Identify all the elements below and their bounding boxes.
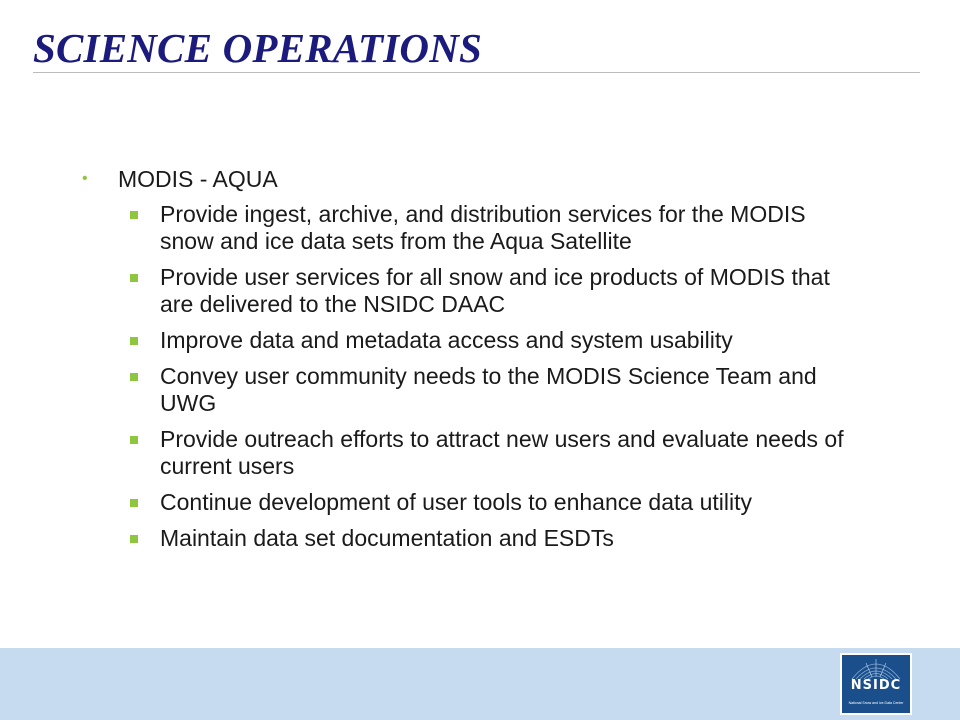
sub-bullet-list — [130, 201, 882, 552]
list-item-text: Provide outreach efforts to attract new users and evaluate needs of current users — [160, 426, 844, 479]
bullet-dot-icon: • — [82, 170, 88, 187]
list-item-text: Provide ingest, archive, and distribution services for the MODIS snow and ice data sets from the Aqua Satellite — [160, 201, 806, 254]
list-item-text: Convey user community needs to the MODIS Science Team and UWG — [160, 363, 817, 416]
footer-band — [0, 648, 960, 720]
square-bullet-icon — [130, 535, 138, 543]
square-bullet-icon — [130, 211, 138, 219]
list-item-text: Provide user services for all snow and ice products of MODIS that are delivered to the NSIDC DAAC — [160, 264, 830, 317]
list-item — [130, 525, 882, 552]
list-item — [130, 327, 882, 354]
title-divider — [33, 72, 920, 73]
nsidc-logo — [840, 653, 912, 715]
list-item — [130, 489, 882, 516]
square-bullet-icon — [130, 373, 138, 381]
logo-text: NSIDC — [850, 678, 902, 693]
square-bullet-icon — [130, 499, 138, 507]
square-bullet-icon — [130, 436, 138, 444]
list-item-text: Improve data and metadata access and system usability — [160, 327, 733, 353]
bullet-heading: MODIS - AQUA — [118, 166, 278, 192]
list-item-text: Continue development of user tools to enhance data utility — [160, 489, 752, 515]
list-item — [130, 264, 882, 318]
slide-title: SCIENCE OPERATIONS — [33, 25, 483, 71]
slide-content — [82, 165, 882, 561]
list-item — [130, 426, 882, 480]
list-item — [130, 363, 882, 417]
list-item-text: Maintain data set documentation and ESDTs — [160, 525, 614, 551]
logo-subtitle: National Snow and Ice Data Center — [848, 701, 904, 705]
list-item — [130, 201, 882, 255]
square-bullet-icon — [130, 337, 138, 345]
bullet-modis-aqua — [82, 165, 882, 193]
square-bullet-icon — [130, 274, 138, 282]
